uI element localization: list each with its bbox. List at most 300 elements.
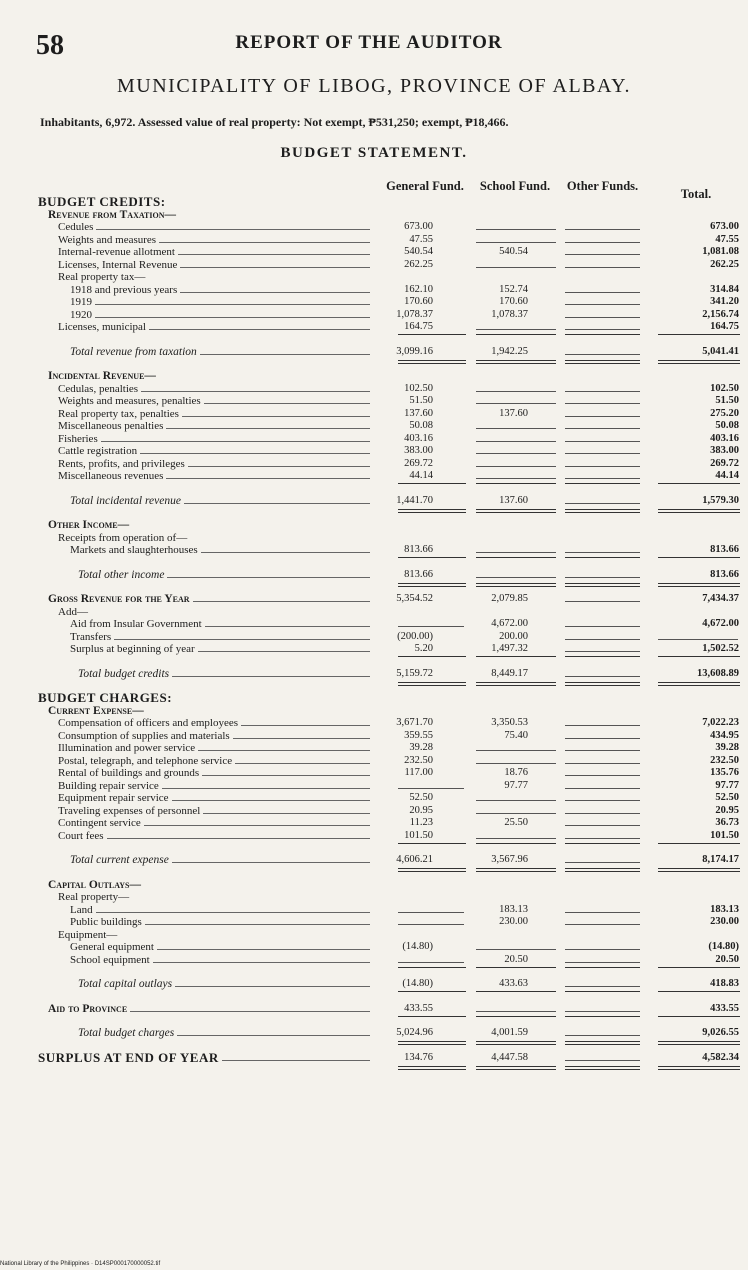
row-label: Weights and measures [58, 234, 159, 247]
row-label: Transfers [70, 631, 114, 644]
table-row [0, 904, 748, 917]
table-row [0, 495, 748, 508]
cell-school-fund: 2,079.85 [491, 593, 528, 604]
cell-general-fund: 673.00 [404, 221, 433, 232]
row-label: 1918 and previous years [70, 284, 180, 297]
row-label: Rental of buildings and grounds [58, 767, 202, 780]
empty-cell-line [565, 750, 640, 751]
table-row [0, 830, 748, 843]
row-label: Public buildings [70, 916, 145, 929]
row-spacer [0, 680, 748, 692]
row-label: BUDGET CHARGES: [38, 692, 175, 705]
row-label: Receipts from operation of— [58, 532, 190, 545]
row-spacer [0, 1040, 748, 1052]
empty-cell-line [476, 466, 556, 467]
total-rule [658, 1066, 740, 1070]
cell-school-fund: 20.50 [504, 953, 528, 965]
row-spacer [0, 1015, 748, 1027]
empty-cell-line [565, 838, 640, 839]
column-header-total: Total. [680, 187, 712, 201]
cell-school-fund: 1,942.25 [491, 345, 528, 357]
table-row [0, 805, 748, 818]
empty-cell-line [476, 428, 556, 429]
table-row [0, 569, 748, 582]
cell-general-fund: 359.55 [404, 729, 433, 741]
empty-cell-line [565, 478, 640, 479]
cell-general-fund: 50.08 [409, 420, 433, 431]
column-header-school-fund: School Fund. [479, 179, 551, 193]
empty-cell-line [565, 317, 640, 318]
cell-general-fund: 813.66 [404, 568, 433, 580]
row-label: Total revenue from taxation [70, 346, 200, 359]
cell-total: 262.25 [710, 258, 739, 270]
table-row [0, 618, 748, 631]
table-row [0, 954, 748, 967]
row-label: Licenses, Internal Revenue [58, 259, 180, 272]
empty-cell-line [565, 775, 640, 776]
cell-school-fund: 137.60 [499, 407, 528, 419]
empty-cell-line [398, 788, 464, 789]
empty-cell-line [565, 577, 640, 578]
row-label: Land [70, 904, 96, 917]
cell-general-fund: 1,441.70 [396, 494, 433, 506]
empty-cell-line [565, 763, 640, 764]
table-row [0, 445, 748, 458]
cell-general-fund: 11.23 [409, 817, 433, 828]
table-row [0, 420, 748, 433]
row-label: Total current expense [70, 854, 172, 867]
cell-general-fund: (14.80) [402, 978, 433, 989]
table-row [0, 284, 748, 297]
empty-cell-line [565, 924, 640, 925]
cell-school-fund: 540.54 [499, 246, 528, 257]
empty-cell-line [565, 912, 640, 913]
empty-cell-line [476, 478, 556, 479]
empty-cell-line [476, 800, 556, 801]
cell-general-fund: 3,099.16 [396, 345, 433, 357]
cell-school-fund: 97.77 [504, 779, 528, 791]
empty-cell-line [565, 1011, 640, 1012]
cell-total: 135.76 [710, 767, 739, 778]
table-row [0, 1052, 748, 1065]
row-label: School equipment [70, 954, 153, 967]
cell-total: 813.66 [710, 568, 739, 580]
row-label: Compensation of officers and employees [58, 717, 241, 730]
total-rule [476, 1066, 556, 1070]
row-label: Cedulas, penalties [58, 383, 141, 396]
table-row [0, 767, 748, 780]
cell-school-fund: 25.50 [504, 817, 528, 828]
row-label: 1919 [70, 296, 95, 309]
cell-total: 51.50 [715, 395, 739, 406]
cell-total: 813.66 [710, 544, 739, 555]
cell-general-fund: 232.50 [404, 754, 433, 766]
cell-general-fund: 137.60 [404, 407, 433, 419]
document-title: MUNICIPALITY OF LIBOG, PROVINCE OF ALBAY. [117, 75, 631, 97]
cell-total: 20.50 [715, 953, 739, 965]
cell-total: 1,579.30 [702, 494, 739, 506]
cell-school-fund: 1,078.37 [491, 308, 528, 320]
cell-total: 314.84 [710, 283, 739, 295]
cell-total: 9,026.55 [702, 1027, 739, 1038]
total-rule [398, 1066, 466, 1070]
empty-cell-line [565, 403, 640, 404]
empty-cell-line [565, 428, 640, 429]
empty-cell-line [565, 354, 640, 355]
empty-cell-line [565, 552, 640, 553]
cell-general-fund: 51.50 [409, 395, 433, 406]
cell-general-fund: 5,024.96 [396, 1027, 433, 1038]
row-label: Total incidental revenue [70, 495, 184, 508]
table-row [0, 209, 748, 222]
cell-school-fund: 4,672.00 [491, 618, 528, 629]
row-label: Rents, profits, and privileges [58, 458, 188, 471]
cell-school-fund: 3,350.53 [491, 717, 528, 728]
table-row [0, 408, 748, 421]
row-label: Markets and slaughterhouses [70, 544, 201, 557]
cell-school-fund: 433.63 [499, 978, 528, 989]
footer-credit: National Library of the Philippines · D14SP000170000052.tif [0, 1261, 161, 1267]
cell-general-fund: 4,606.21 [396, 854, 433, 865]
empty-cell-line [565, 813, 640, 814]
table-row [0, 717, 748, 730]
empty-cell-line [476, 329, 556, 330]
row-spacer [0, 867, 748, 879]
cell-general-fund: 5,159.72 [396, 667, 433, 679]
empty-cell-line [565, 949, 640, 950]
table-row [0, 395, 748, 408]
empty-cell-line [565, 229, 640, 230]
empty-cell-line [565, 962, 640, 963]
table-row [0, 321, 748, 334]
cell-school-fund: 18.76 [504, 767, 528, 778]
table-row [0, 692, 748, 705]
cell-general-fund: 403.16 [404, 432, 433, 444]
cell-general-fund: 540.54 [404, 246, 433, 257]
table-row [0, 296, 748, 309]
cell-total: 164.75 [710, 321, 739, 332]
empty-cell-line [476, 441, 556, 442]
empty-cell-line [398, 924, 464, 925]
table-row [0, 221, 748, 234]
table-row [0, 668, 748, 681]
row-label: Illumination and power service [58, 742, 198, 755]
cell-school-fund: 200.00 [499, 630, 528, 642]
cell-total: 341.20 [710, 296, 739, 307]
row-label: Current Expense— [48, 705, 147, 718]
cell-total: 232.50 [710, 754, 739, 766]
row-label: Total capital outlays [78, 978, 175, 991]
cell-total: 1,081.08 [702, 246, 739, 257]
cell-total: 4,582.34 [702, 1051, 739, 1063]
cell-total: 47.55 [715, 233, 739, 245]
row-spacer [0, 358, 748, 370]
leader-line [68, 441, 370, 442]
table-row [0, 196, 748, 209]
row-spacer [0, 507, 748, 519]
empty-cell-line [476, 242, 556, 243]
empty-cell-line [565, 416, 640, 417]
row-label: Fisheries [58, 433, 101, 446]
table-row [0, 978, 748, 991]
cell-total: 183.13 [710, 903, 739, 915]
cell-school-fund: 183.13 [499, 903, 528, 915]
empty-cell-line [565, 639, 640, 640]
cell-general-fund: 813.66 [404, 544, 433, 555]
row-label: Real property tax— [58, 271, 148, 284]
row-label: BUDGET CREDITS: [38, 196, 169, 209]
empty-cell-line [565, 651, 640, 652]
table-row [0, 544, 748, 557]
row-label: Incidental Revenue— [48, 370, 159, 383]
row-label: Postal, telegraph, and telephone service [58, 755, 235, 768]
empty-cell-line [565, 254, 640, 255]
cell-total: 1,502.52 [702, 643, 739, 654]
empty-cell-line [565, 725, 640, 726]
cell-total: 269.72 [710, 457, 739, 469]
empty-cell-line [476, 267, 556, 268]
cell-total: 7,022.23 [702, 717, 739, 728]
cell-general-fund: 20.95 [409, 804, 433, 816]
cell-total: (14.80) [708, 941, 739, 952]
row-spacer [0, 842, 748, 854]
table-row [0, 532, 748, 545]
cell-total: 418.83 [710, 978, 739, 989]
row-label: Total budget credits [78, 668, 172, 681]
cell-general-fund: 383.00 [404, 445, 433, 456]
cell-school-fund: 137.60 [499, 494, 528, 506]
row-label: 1920 [70, 309, 95, 322]
leader-line [80, 912, 370, 913]
row-label: Consumption of supplies and materials [58, 730, 233, 743]
row-label: SURPLUS AT END OF YEAR [38, 1052, 222, 1065]
row-label: Miscellaneous penalties [58, 420, 166, 433]
cell-total: 4,672.00 [702, 618, 739, 629]
cell-general-fund: 170.60 [404, 296, 433, 307]
row-label: Court fees [58, 830, 107, 843]
cell-school-fund: 1,497.32 [491, 643, 528, 654]
empty-cell-line [398, 626, 464, 627]
cell-general-fund: 117.00 [404, 767, 433, 778]
table-row [0, 234, 748, 247]
table-row [0, 1027, 748, 1040]
cell-school-fund: 152.74 [499, 283, 528, 295]
cell-total: 97.77 [715, 779, 739, 791]
cell-total: 673.00 [710, 221, 739, 232]
cell-general-fund: 5,354.52 [396, 593, 433, 604]
table-row [0, 606, 748, 619]
cell-school-fund: 3,567.96 [491, 854, 528, 865]
empty-cell-line [565, 601, 640, 602]
empty-cell-line [565, 292, 640, 293]
row-label: Capital Outlays— [48, 879, 144, 892]
cell-total: 50.08 [715, 420, 739, 431]
empty-cell-line [476, 949, 556, 950]
table-row [0, 730, 748, 743]
row-label: Real property— [58, 891, 132, 904]
cell-school-fund: 230.00 [499, 916, 528, 927]
empty-cell-line [565, 676, 640, 677]
cell-school-fund: 4,447.58 [491, 1051, 528, 1063]
row-label: Miscellaneous revenues [58, 470, 166, 483]
empty-cell-line [476, 750, 556, 751]
table-row [0, 780, 748, 793]
table-row [0, 705, 748, 718]
row-label: Traveling expenses of personnel [58, 805, 203, 818]
row-label: Contingent service [58, 817, 144, 830]
row-label: Cedules [58, 221, 96, 234]
empty-cell-line [565, 329, 640, 330]
cell-total: 8,174.17 [702, 854, 739, 865]
cell-total: 2,156.74 [702, 308, 739, 320]
row-label: Gross Revenue for the Year [48, 593, 193, 606]
cell-general-fund: 39.28 [409, 742, 433, 753]
empty-cell-line [658, 639, 738, 640]
cell-general-fund: 269.72 [404, 457, 433, 469]
empty-cell-line [476, 403, 556, 404]
cell-general-fund: 164.75 [404, 321, 433, 332]
empty-cell-line [476, 391, 556, 392]
cell-total: 52.50 [715, 792, 739, 803]
empty-cell-line [565, 304, 640, 305]
cell-general-fund: (14.80) [402, 941, 433, 952]
row-label: Total other income [78, 569, 167, 582]
cell-general-fund: 1,078.37 [396, 308, 433, 320]
cell-general-fund: 52.50 [409, 792, 433, 803]
cell-general-fund: 3,671.70 [396, 717, 433, 728]
total-rule [565, 1066, 640, 1070]
running-head: REPORT OF THE AUDITOR [235, 32, 503, 53]
leader-line [80, 304, 370, 305]
leader-line [68, 229, 370, 230]
empty-cell-line [565, 986, 640, 987]
row-label: Aid from Insular Government [70, 618, 205, 631]
table-row [0, 854, 748, 867]
row-spacer [0, 557, 748, 569]
cell-total: 20.95 [715, 804, 739, 816]
table-row [0, 433, 748, 446]
empty-cell-line [565, 1060, 640, 1061]
table-row [0, 470, 748, 483]
cell-general-fund: 433.55 [404, 1002, 433, 1014]
cell-total: 44.14 [715, 470, 739, 481]
row-label: General equipment [70, 941, 157, 954]
empty-cell-line [476, 763, 556, 764]
row-spacer [0, 334, 748, 346]
page-header [30, 30, 708, 60]
table-row [0, 259, 748, 272]
cell-general-fund: 44.14 [409, 470, 433, 481]
table-row [0, 817, 748, 830]
table-row [0, 309, 748, 322]
table-row [0, 593, 748, 606]
empty-cell-line [565, 242, 640, 243]
table-row [0, 891, 748, 904]
cell-total: 39.28 [715, 742, 739, 753]
cell-total: 7,434.37 [702, 593, 739, 604]
row-label: Revenue from Taxation— [48, 209, 179, 222]
cell-total: 230.00 [710, 916, 739, 927]
table-row [0, 271, 748, 284]
empty-cell-line [476, 813, 556, 814]
row-label: Real property tax, penalties [58, 408, 182, 421]
empty-cell-line [476, 1011, 556, 1012]
cell-general-fund: 134.76 [404, 1051, 433, 1063]
table-row [0, 879, 748, 892]
cell-total: 403.16 [710, 432, 739, 444]
empty-cell-line [565, 441, 640, 442]
cell-school-fund: 4,001.59 [491, 1027, 528, 1038]
cell-general-fund: 101.50 [404, 829, 433, 841]
row-label: Equipment repair service [58, 792, 172, 805]
row-label: Other Income— [48, 519, 132, 532]
table-row [0, 742, 748, 755]
row-label: Weights and measures, penalties [58, 395, 204, 408]
cell-total: 5,041.41 [702, 345, 739, 357]
table-row [0, 519, 748, 532]
row-label: Internal-revenue allotment [58, 246, 178, 259]
cell-school-fund: 170.60 [499, 296, 528, 307]
table-row [0, 916, 748, 929]
empty-cell-line [476, 453, 556, 454]
table-row [0, 792, 748, 805]
empty-cell-line [565, 503, 640, 504]
leader-line [80, 317, 370, 318]
budget-statement-title: BUDGET STATEMENT. [280, 145, 468, 161]
row-spacer [0, 966, 748, 978]
empty-cell-line [565, 738, 640, 739]
cell-total: 102.50 [710, 382, 739, 394]
empty-cell-line [565, 267, 640, 268]
empty-cell-line [398, 962, 464, 963]
cell-general-fund: 47.55 [409, 233, 433, 245]
row-label: Surplus at beginning of year [70, 643, 198, 656]
row-label: Licenses, municipal [58, 321, 149, 334]
budget-table [0, 196, 748, 1064]
table-row [0, 929, 748, 942]
empty-cell-line [565, 391, 640, 392]
cell-total: 433.55 [710, 1002, 739, 1014]
row-spacer [0, 656, 748, 668]
cell-general-fund: 5.20 [414, 643, 433, 654]
cell-total: 13,608.89 [697, 667, 739, 679]
cell-total: 434.95 [710, 729, 739, 741]
column-header-other-funds: Other Funds. [566, 179, 639, 193]
cell-school-fund: 8,449.17 [491, 667, 528, 679]
cell-school-fund: 75.40 [504, 729, 528, 741]
empty-cell-line [565, 788, 640, 789]
table-row [0, 346, 748, 359]
empty-cell-line [565, 466, 640, 467]
row-label: Add— [58, 606, 91, 619]
empty-cell-line [565, 453, 640, 454]
leader-line [68, 838, 370, 839]
row-spacer [0, 581, 748, 593]
cell-general-fund: (200.00) [397, 630, 433, 642]
table-row [0, 941, 748, 954]
row-label: Total budget charges [78, 1027, 177, 1040]
table-row [0, 643, 748, 656]
empty-cell-line [476, 577, 556, 578]
cell-general-fund: 262.25 [404, 258, 433, 270]
table-row [0, 755, 748, 768]
empty-cell-line [565, 825, 640, 826]
table-row [0, 1003, 748, 1016]
empty-cell-line [565, 626, 640, 627]
empty-cell-line [476, 552, 556, 553]
page-number: 58 [36, 30, 64, 61]
cell-total: 275.20 [710, 407, 739, 419]
